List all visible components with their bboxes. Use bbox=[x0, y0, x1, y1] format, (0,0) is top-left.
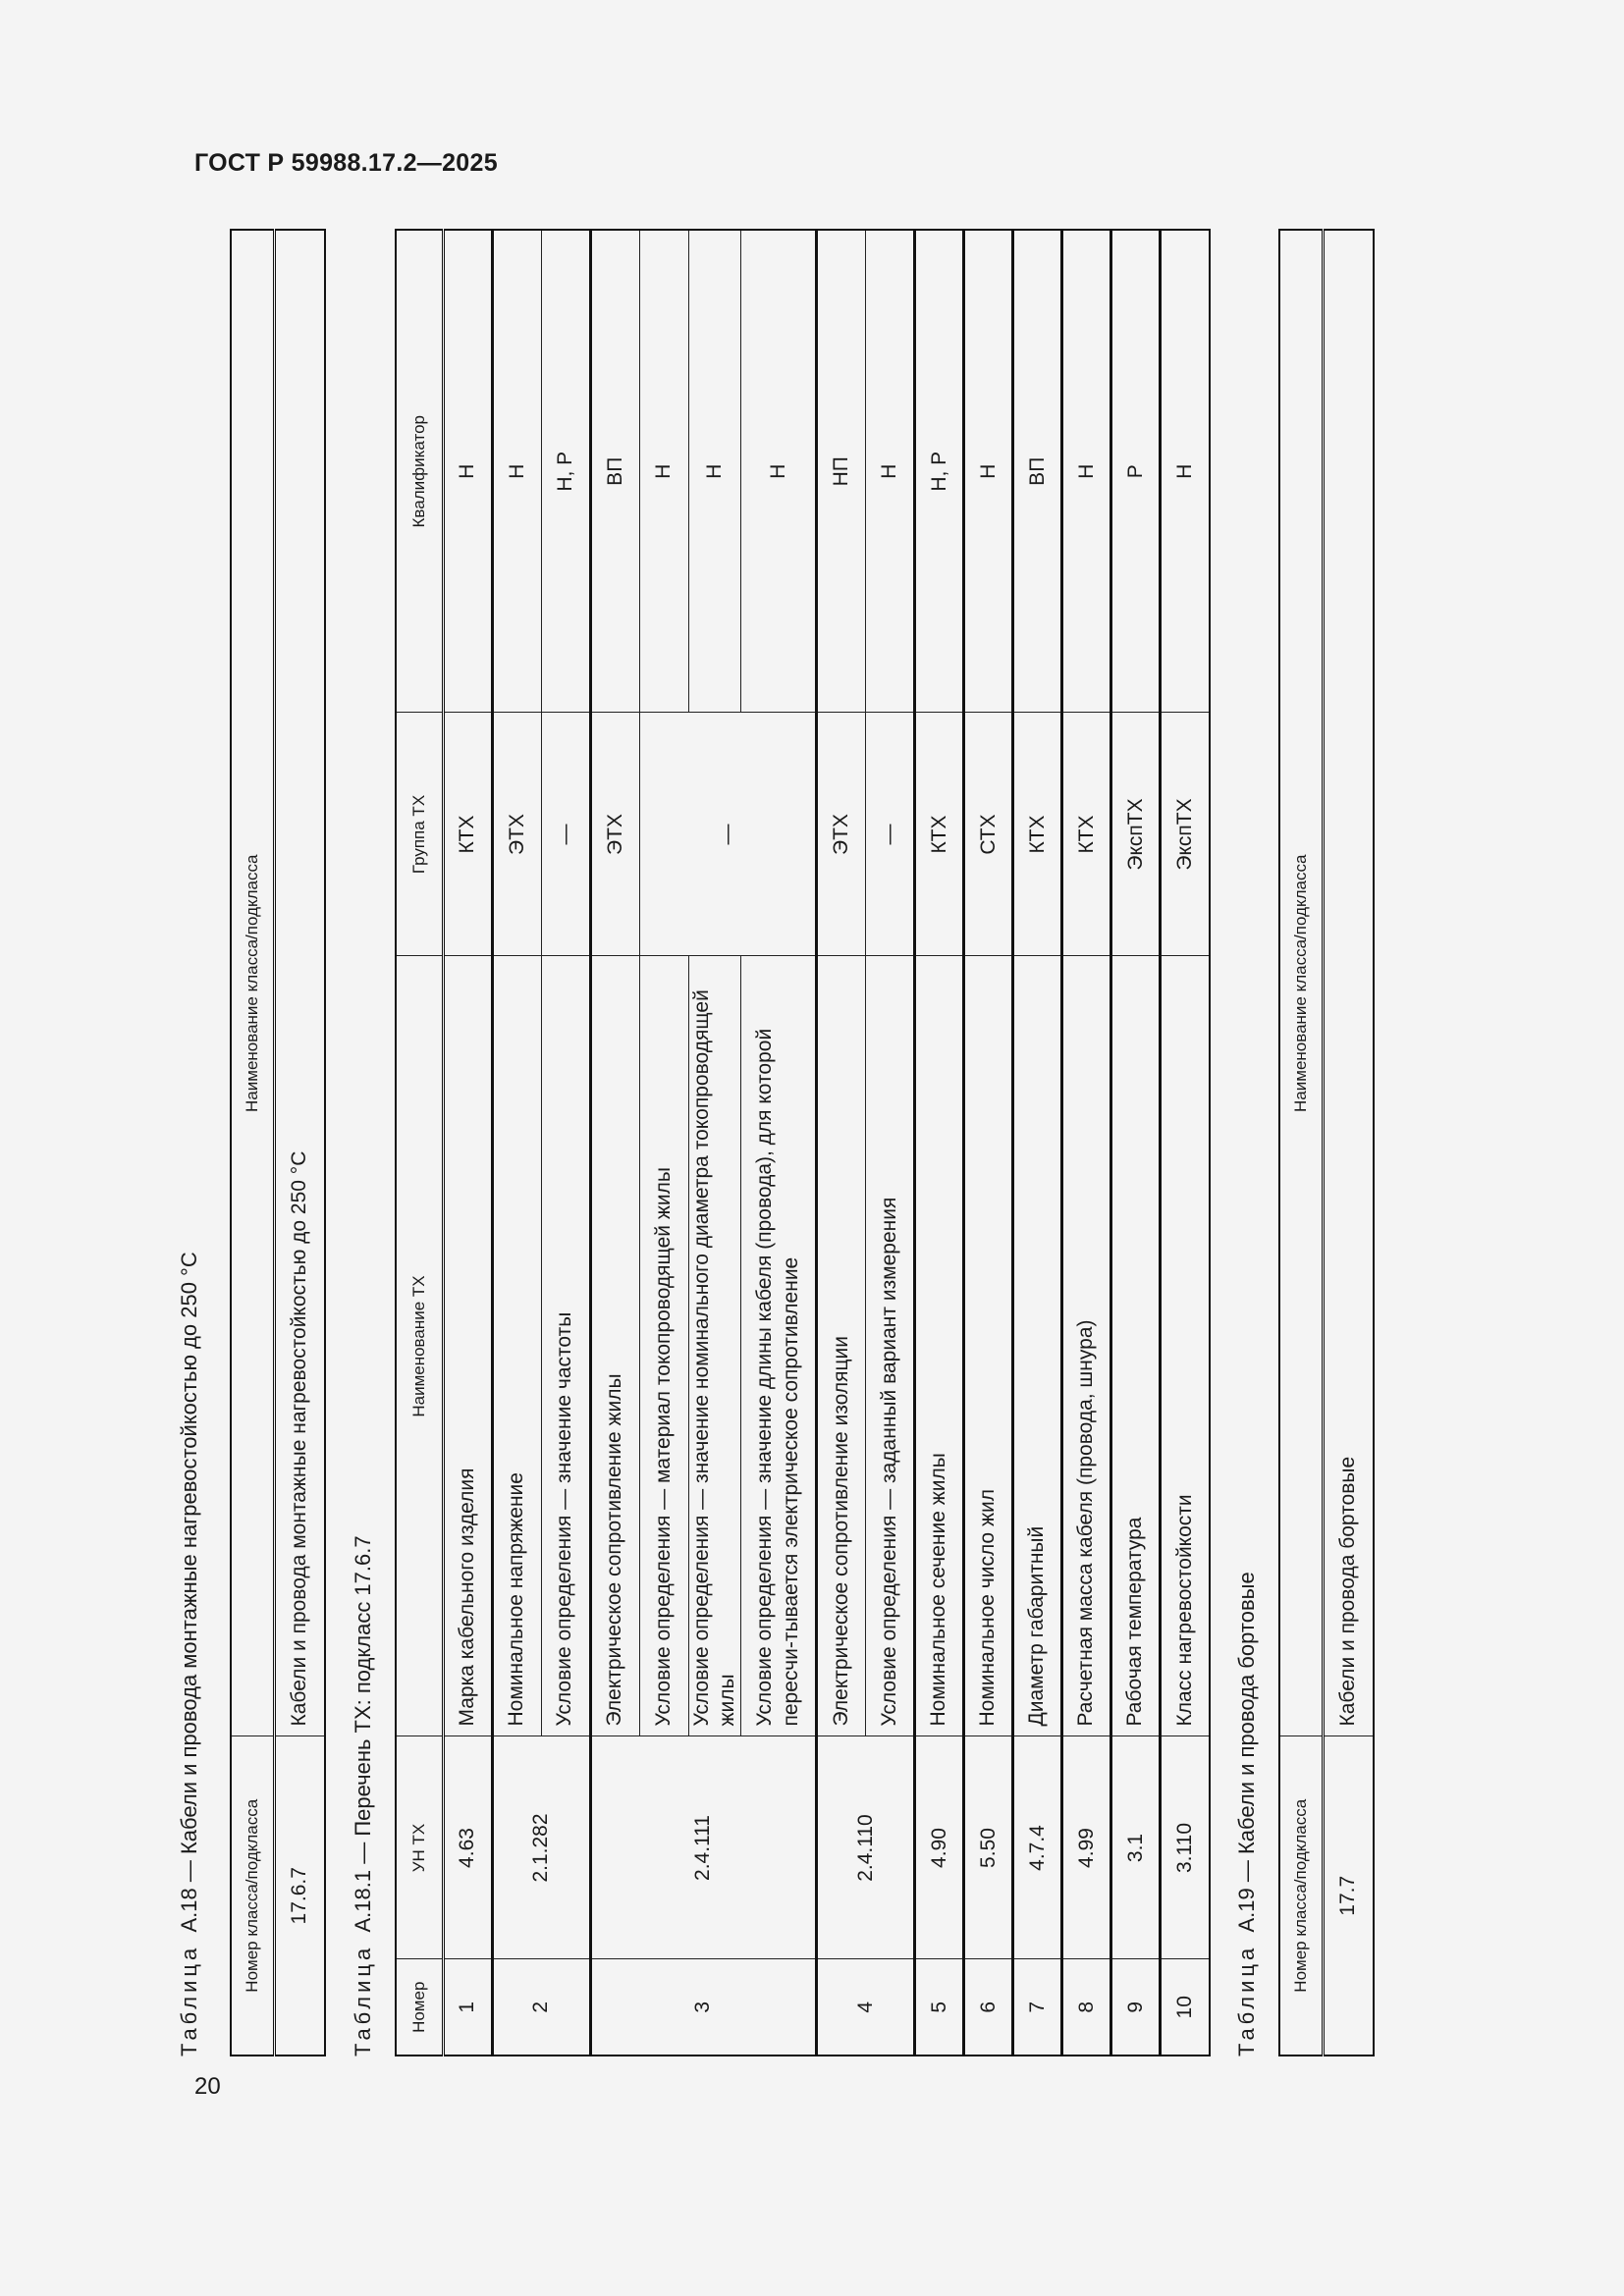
row-number: 8 bbox=[1062, 1959, 1111, 2056]
table-a18-1-caption bbox=[351, 1535, 376, 2056]
row-qualifier: ВП bbox=[1013, 230, 1062, 713]
col-header-class-number: Номер класса/подкласса bbox=[1279, 1736, 1323, 2056]
row-group: КТХ bbox=[1062, 713, 1111, 956]
row-name: Диаметр габаритный bbox=[1013, 956, 1062, 1736]
row-number: 3 bbox=[590, 1959, 817, 2056]
row-qualifier: НП bbox=[817, 230, 866, 713]
table-row bbox=[1161, 230, 1210, 2056]
row-number: 2 bbox=[492, 1959, 590, 2056]
row-name: Расчетная масса кабеля (провода, шнура) bbox=[1062, 956, 1111, 1736]
row-name: Номинальное число жил bbox=[964, 956, 1013, 1736]
table-row bbox=[1013, 230, 1062, 2056]
row-number: 9 bbox=[1111, 1959, 1161, 2056]
table-row bbox=[1111, 230, 1161, 2056]
row-name: Марка кабельного изделия bbox=[443, 956, 492, 1736]
row-group: — bbox=[541, 713, 590, 956]
row-group: КТХ bbox=[915, 713, 964, 956]
caption-text: А.19 — Кабели и провода бортовые bbox=[1234, 1572, 1259, 1933]
row-name: Номинальное напряжение bbox=[492, 956, 541, 1736]
row-qualifier: Н bbox=[688, 230, 741, 713]
table-row bbox=[964, 230, 1013, 2056]
row-group: ЭТХ bbox=[590, 713, 639, 956]
row-qualifier: ВП bbox=[590, 230, 639, 713]
row-un: 4.7.4 bbox=[1013, 1736, 1062, 1959]
table-a18 bbox=[230, 229, 326, 2056]
row-un: 2.4.110 bbox=[817, 1736, 915, 1959]
row-group: ЭТХ bbox=[817, 713, 866, 956]
class-number-cell: 17.6.7 bbox=[274, 1736, 325, 2056]
col-header-group: Группа ТХ bbox=[396, 713, 443, 956]
row-un: 2.1.282 bbox=[492, 1736, 590, 1959]
caption-label: Таблица bbox=[351, 1944, 375, 2056]
table-row bbox=[1062, 230, 1111, 2056]
row-qualifier: Н bbox=[741, 230, 817, 713]
row-name: Электрическое сопротивление жилы bbox=[590, 956, 639, 1736]
row-number: 5 bbox=[915, 1959, 964, 2056]
class-name-cell: Кабели и провода бортовые bbox=[1323, 230, 1374, 1736]
row-qualifier: Н bbox=[1161, 230, 1210, 713]
row-group: СТХ bbox=[964, 713, 1013, 956]
class-name-cell: Кабели и провода монтажные нагревостойкостью до 250 °С bbox=[274, 230, 325, 1736]
row-qualifier: Н, Р bbox=[915, 230, 964, 713]
row-number: 7 bbox=[1013, 1959, 1062, 2056]
row-group: ЭкспТХ bbox=[1111, 713, 1161, 956]
row-qualifier: Н bbox=[443, 230, 492, 713]
row-number: 1 bbox=[443, 1959, 492, 2056]
row-un: 4.63 bbox=[443, 1736, 492, 1959]
row-name: Условие определения — материал токопроводящей жилы bbox=[639, 956, 688, 1736]
col-header-qualifier: Квалификатор bbox=[396, 230, 443, 713]
row-qualifier: Н bbox=[866, 230, 915, 713]
table-row bbox=[492, 230, 541, 2056]
row-un: 4.90 bbox=[915, 1736, 964, 1959]
col-header-un: УН ТХ bbox=[396, 1736, 443, 1959]
table-a19-caption bbox=[1234, 1572, 1260, 2056]
row-qualifier: Н, Р bbox=[541, 230, 590, 713]
col-header-number: Номер bbox=[396, 1959, 443, 2056]
row-un: 3.1 bbox=[1111, 1736, 1161, 1959]
row-group: КТХ bbox=[1013, 713, 1062, 956]
row-group: ЭТХ bbox=[492, 713, 541, 956]
row-name: Условие определения — значение номинального диаметра токопроводящей жилы bbox=[688, 956, 741, 1736]
row-un: 4.99 bbox=[1062, 1736, 1111, 1959]
document-code-header: ГОСТ Р 59988.17.2—2025 bbox=[194, 149, 498, 177]
class-number-cell: 17.7 bbox=[1323, 1736, 1374, 2056]
row-name: Класс нагревостойкости bbox=[1161, 956, 1210, 1736]
row-group: — bbox=[866, 713, 915, 956]
row-number: 10 bbox=[1161, 1959, 1210, 2056]
caption-label: Таблица bbox=[1234, 1944, 1259, 2056]
row-un: 2.4.111 bbox=[590, 1736, 817, 1959]
col-header-class-number: Номер класса/подкласса bbox=[231, 1736, 274, 2056]
row-number: 4 bbox=[817, 1959, 915, 2056]
rotated-page-content bbox=[177, 231, 1394, 2056]
table-a18-1 bbox=[395, 229, 1211, 2056]
row-name: Рабочая температура bbox=[1111, 956, 1161, 1736]
row-name: Условие определения — заданный вариант измерения bbox=[866, 956, 915, 1736]
row-number: 6 bbox=[964, 1959, 1013, 2056]
row-un: 3.110 bbox=[1161, 1736, 1210, 1959]
row-name: Электрическое сопротивление изоляции bbox=[817, 956, 866, 1736]
row-name: Условие определения — значение частоты bbox=[541, 956, 590, 1736]
col-header-class-name: Наименование класса/подкласса bbox=[1279, 230, 1323, 1736]
table-row bbox=[915, 230, 964, 2056]
caption-label: Таблица bbox=[177, 1944, 201, 2056]
table-a18-caption bbox=[177, 1252, 202, 2056]
row-name: Номинальное сечение жилы bbox=[915, 956, 964, 1736]
row-qualifier: Н bbox=[492, 230, 541, 713]
row-qualifier: Н bbox=[964, 230, 1013, 713]
page-number: 20 bbox=[194, 2073, 221, 2100]
row-qualifier: Н bbox=[639, 230, 688, 713]
row-qualifier: Н bbox=[1062, 230, 1111, 713]
col-header-name: Наименование ТХ bbox=[396, 956, 443, 1736]
row-group: ЭкспТХ bbox=[1161, 713, 1210, 956]
row-name: Условие определения — значение длины кабеля (провода), для которой пересчи-тывается электрическое сопротивление bbox=[741, 956, 817, 1736]
table-row bbox=[443, 230, 492, 2056]
row-un: 5.50 bbox=[964, 1736, 1013, 1959]
row-group: КТХ bbox=[443, 713, 492, 956]
caption-text: А.18 — Кабели и провода монтажные нагревостойкостью до 250 °С bbox=[177, 1252, 201, 1933]
caption-text: А.18.1 — Перечень ТХ: подкласс 17.6.7 bbox=[351, 1535, 375, 1933]
row-group: — bbox=[639, 713, 817, 956]
table-row bbox=[817, 230, 866, 2056]
table-row bbox=[590, 230, 639, 2056]
table-a19 bbox=[1278, 229, 1375, 2056]
col-header-class-name: Наименование класса/подкласса bbox=[231, 230, 274, 1736]
row-qualifier: Р bbox=[1111, 230, 1161, 713]
